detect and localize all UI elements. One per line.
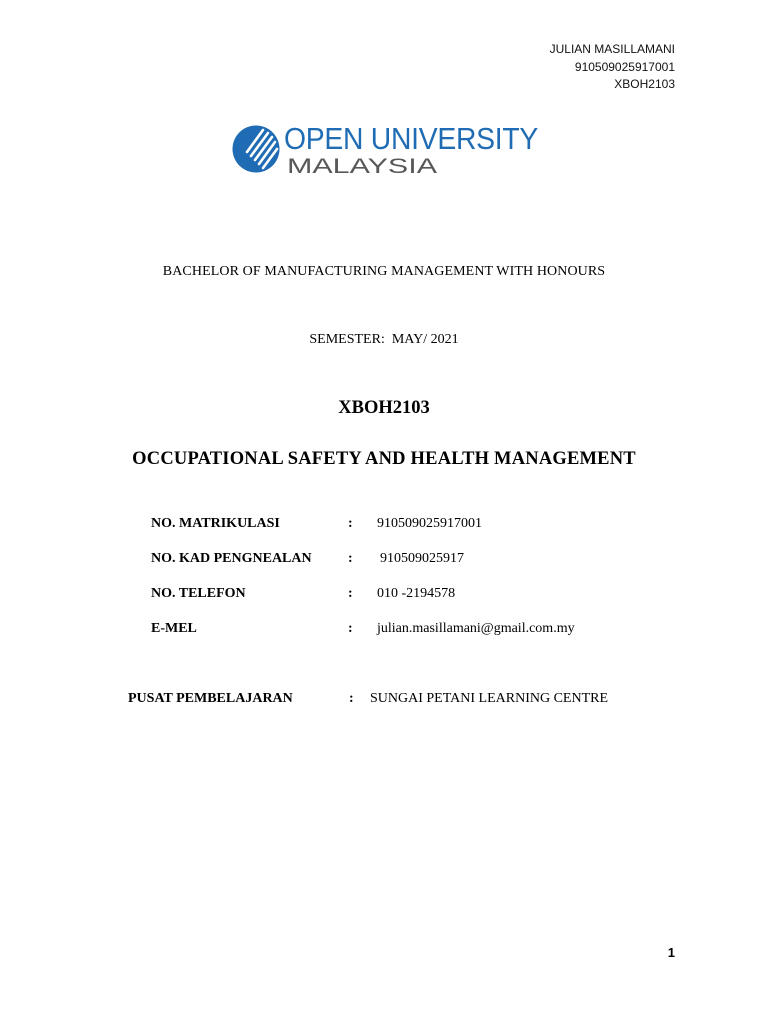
- logo-text-line2: MALAYSIA: [287, 155, 437, 178]
- info-separator: :: [348, 516, 353, 531]
- oum-globe-icon: [233, 126, 280, 173]
- info-row-phone: [151, 586, 571, 606]
- program-name: BACHELOR OF MANUFACTURING MANAGEMENT WITH HONOURS: [162, 264, 606, 279]
- page-header: [550, 41, 675, 94]
- info-label: NO. MATRIKULASI: [151, 516, 280, 531]
- page-number: 1: [667, 945, 675, 960]
- info-value: 910509025917001: [377, 516, 482, 531]
- info-label: NO. KAD PENGNEALAN: [151, 551, 312, 566]
- header-student-name: JULIAN MASILLAMANI: [549, 42, 675, 56]
- learning-centre-separator: :: [349, 691, 354, 706]
- course-code: XBOH2103: [338, 398, 430, 418]
- info-separator: :: [348, 586, 353, 601]
- header-matric-number: 910509025917001: [574, 59, 675, 74]
- semester-line: [0, 332, 768, 348]
- logo-text-line1: OPEN UNIVERSITY: [284, 122, 538, 156]
- info-row-learning-centre: [128, 691, 648, 711]
- semester-label: SEMESTER:: [309, 332, 385, 347]
- info-separator: :: [348, 551, 353, 566]
- learning-centre-value: SUNGAI PETANI LEARNING CENTRE: [370, 691, 609, 706]
- course-title: OCCUPATIONAL SAFETY AND HEALTH MANAGEMENT: [132, 449, 636, 469]
- info-label: NO. TELEFON: [151, 586, 246, 601]
- header-course-code: XBOH2103: [614, 77, 675, 91]
- info-separator: :: [348, 621, 353, 636]
- info-value: 910509025917: [380, 551, 464, 566]
- info-value: julian.masillamani@gmail.com.my: [377, 621, 575, 636]
- semester-value: MAY/ 2021: [391, 332, 459, 347]
- info-row-email: [151, 621, 611, 641]
- info-label: E-MEL: [151, 621, 197, 636]
- info-row-matric: [151, 516, 571, 536]
- learning-centre-label: PUSAT PEMBELAJARAN: [128, 691, 293, 706]
- info-row-ic: [151, 551, 571, 571]
- info-value: 010 -2194578: [377, 586, 456, 601]
- university-logo: [232, 122, 552, 178]
